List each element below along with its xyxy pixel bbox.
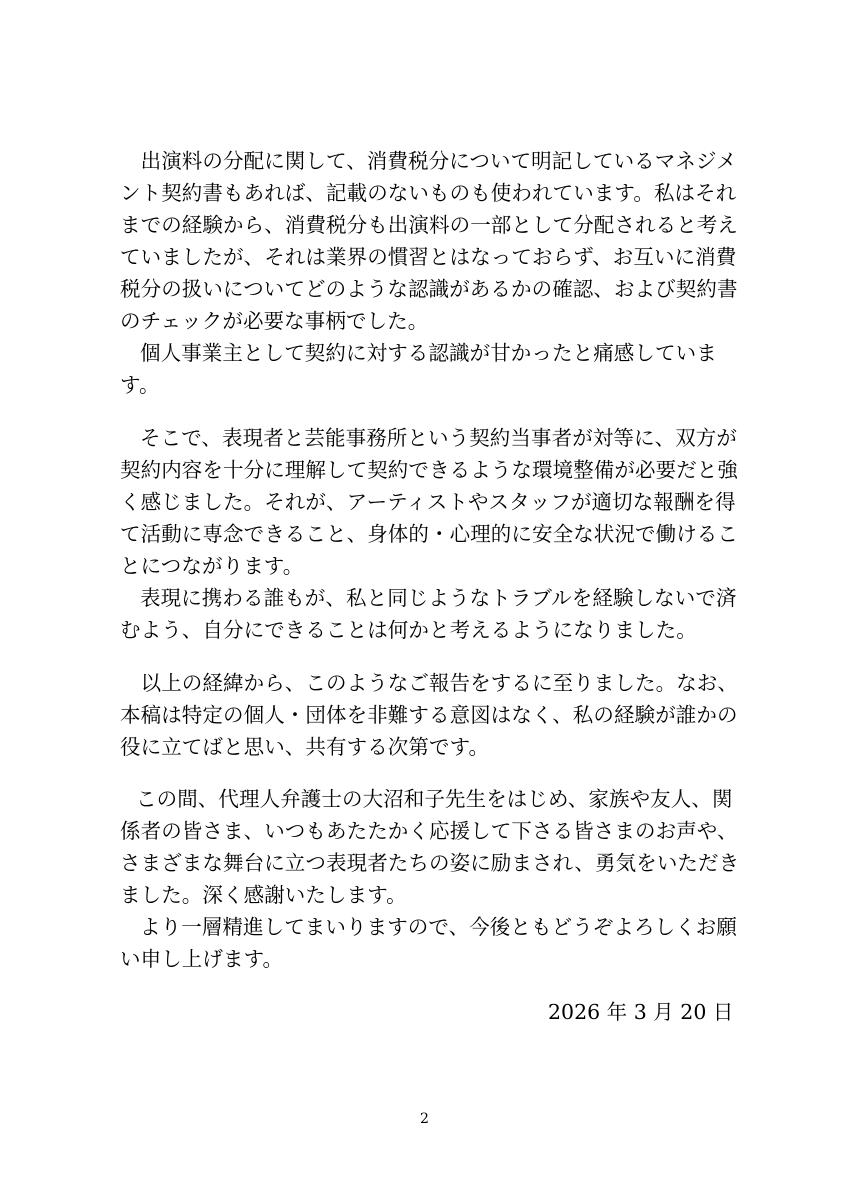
body-line-9: そこで、表現者と芸能事務所という契約当事者が対等に、双方が (140, 426, 737, 450)
body-line-18: 役に立てばと思い、共有する次第です。 (120, 735, 490, 759)
body-line-8: す。 (120, 373, 160, 397)
body-line-20: 係者の皆さま、いつもあたたかく応援して下さる皆さまのお声や、 (120, 819, 738, 843)
body-line-3: までの経験から、消費税分も出演料の一部として分配されると考え (120, 213, 738, 237)
body-line-13: とにつながります。 (120, 554, 304, 578)
body-line-2: ント契約書もあれば、記載のないものも使われています。私はそれ (120, 181, 737, 205)
body-line-5: 税分の扱いについてどのような認識があるかの確認、および契約書 (120, 277, 738, 301)
body-line-21: さまざまな舞台に立つ表現者たちの姿に励まされ、勇気をいただき (120, 851, 740, 875)
body-line-11: く感じました。それが、アーティストやスタッフが適切な報酬を得 (120, 490, 736, 514)
body-line-14: 表現に携わる誰もが、私と同じようなトラブルを経験しないで済 (140, 586, 737, 610)
body-line-4: ていましたが、それは業界の慣習とはなっておらず、お互いに消費 (120, 245, 737, 269)
body-line-17: 本稿は特定の個人・団体を非難する意図はなく、私の経験が誰かの (120, 703, 738, 727)
body-line-24: い申し上げます。 (120, 947, 284, 971)
body-line-16: 以上の経緯から、このようなご報告をするに至りました。なお、 (120, 671, 738, 695)
body-line-1: 出演料の分配に関して、消費税分について明記しているマネジメ (120, 149, 737, 173)
body-line-15: むよう、自分にできることは何かと考えるようになりました。 (120, 618, 697, 642)
body-line-23: より一層精進してまいりますので、今後ともどうぞよろしくお願 (140, 915, 737, 939)
body-line-7: 個人事業主として契約に対する認識が甘かったと痛感していま (140, 341, 717, 365)
body-line-12: て活動に専念できること、身体的・心理的に安全な状況で働けるこ (120, 522, 738, 546)
body-line-22: ました。深く感謝いたします。 (120, 883, 407, 907)
page-number: 2 (420, 1111, 429, 1127)
body-line-10: 契約内容を十分に理解して契約できるような環境整備が必要だと強 (120, 458, 738, 482)
body-line-19: この間、代理人弁護士の大沼和子先生をはじめ、家族や友人、関 (136, 787, 733, 811)
body-line-6: のチェックが必要な事柄でした。 (120, 309, 429, 333)
document-date: 2026 年 3 月 20 日 (548, 1000, 734, 1024)
